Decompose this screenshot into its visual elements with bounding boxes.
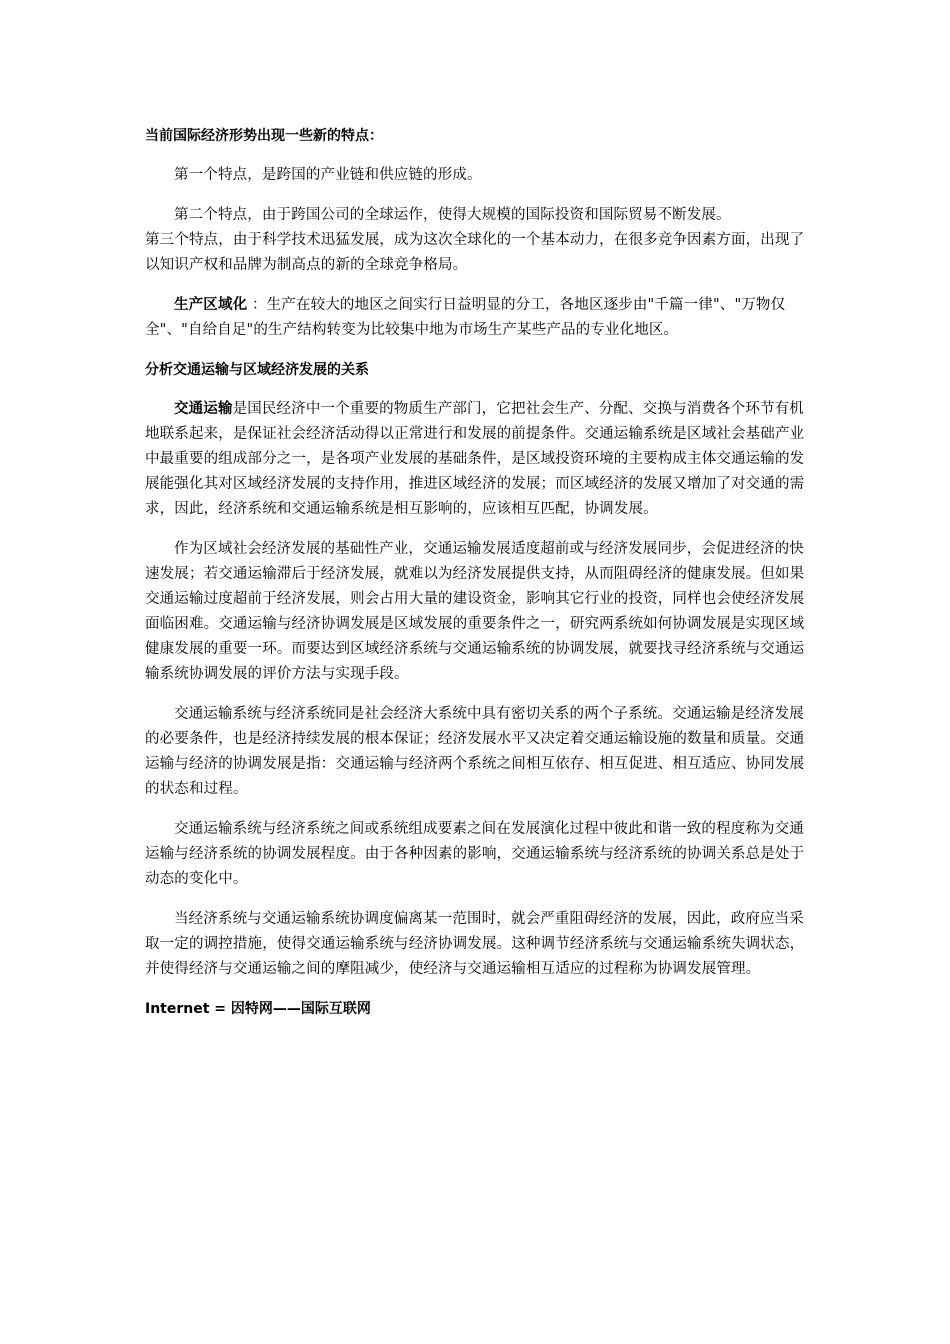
section-heading-transport-relationship: 分析交通运输与区域经济发展的关系 [145,362,369,378]
definition-transport: 是国民经济中一个重要的物质生产部门，它把社会生产、分配、交换与消费各个环节有机地联系起来，是保证社会经济活动得以正常进行和发展的前提条件。交通运输系统是区域社会基础产业中最重要的组成部分之一，是各项产业发展的基础条件，是区域投资环境的主要构成主体交通运输的发展能强化其对区域经济发展的支持作用，推进区域经济的发展；而区域经济的发展又增加了对交通的需求，因此，经济系统和交通运输系统是相互影响的，应该相互匹配，协调发展。 [145,401,805,517]
paragraph-third-feature: 第三个特点，由于科学技术迅猛发展，成为这次全球化的一个基本动力，在很多竞争因素方面，出现了以知识产权和品牌为制高点的新的全球竞争格局。 [145,232,805,273]
paragraph-infrastructure-role: 作为区域社会经济发展的基础性产业，交通运输发展适度超前或与经济发展同步，会促进经济的快速发展；若交通运输滞后于经济发展，就难以为经济发展提供支持，从而阻碍经济的健康发展。但如果交通运输过度超前于经济发展，则会占用大量的建设资金，影响其它行业的投资，同样也会使经济发展面临困难。交通运输与经济协调发展是区域发展的重要条件之一，研究两系统如何协调发展是实现区域健康发展的重要一环。而要达到区域经济系统与交通运输系统的协调发展，就要找寻经济系统与交通运输系统协调发展的评价方法与实现手段。 [145,541,805,682]
paragraph-first-feature: 第一个特点，是跨国的产业链和供应链的形成。 [174,167,482,183]
section-heading-economic-trends: 当前国际经济形势出现一些新的特点： [145,128,383,144]
paragraph-coordination-degree: 交通运输系统与经济系统之间或系统组成要素之间在发展演化过程中彼此和谐一致的程度称为交通运输与经济系统的协调发展程度。由于各种因素的影响，交通运输系统与经济系统的协调关系总是处于动态的变化中。 [145,821,805,887]
paragraph-transport-definition [145,397,817,522]
paragraph-production-regionalization [145,293,817,343]
section-heading-internet: Internet = 因特网——国际互联网 [145,1001,371,1017]
paragraph-second-feature: 第二个特点，由于跨国公司的全球运作，使得大规模的国际投资和国际贸易不断发展。 [174,207,731,223]
paragraph-coordination-management: 当经济系统与交通运输系统协调度偏离某一范围时，就会严重阻碍经济的发展，因此，政府应当采取一定的调控措施，使得交通运输系统与经济协调发展。这种调节经济系统与交通运输系统失调状态，并使得经济与交通运输之间的摩阻减少，使经济与交通运输相互适应的过程称为协调发展管理。 [145,911,805,977]
document-body [145,124,817,1036]
term-production-regionalization: 生产区域化 [174,297,248,313]
definition-production-regionalization: ：生产在较大的地区之间实行日益明显的分工，各地区逐步由"千篇一律"、"万物仅全"、"自给自足"的生产结构转变为比较集中地为市场生产某些产品的专业化地区。 [145,297,786,338]
paragraph-subsystems: 交通运输系统与经济系统同是社会经济大系统中具有密切关系的两个子系统。交通运输是经济发展的必要条件，也是经济持续发展的根本保证；经济发展水平又决定着交通运输设施的数量和质量。交通运输与经济的协调发展是指：交通运输与经济两个系统之间相互依存、相互促进、相互适应、协同发展的状态和过程。 [145,706,805,797]
term-transport: 交通运输 [174,401,233,417]
